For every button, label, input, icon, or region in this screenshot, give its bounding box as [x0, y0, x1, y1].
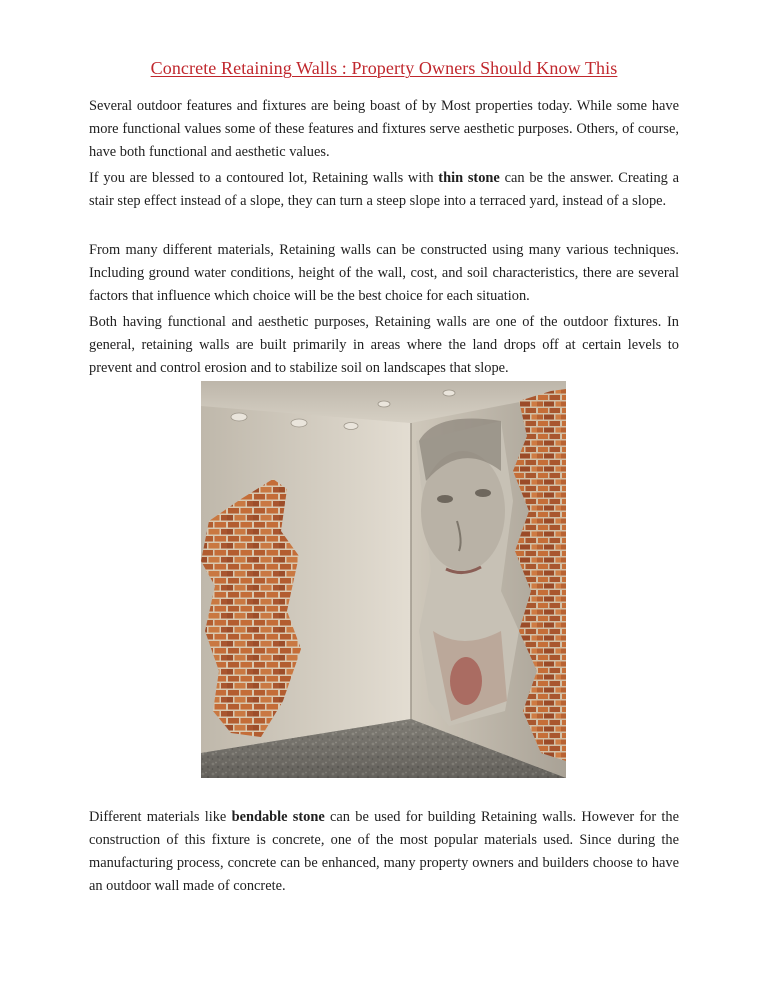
thin-stone-bold: thin stone — [438, 170, 500, 186]
paragraph-3-text: From many different materials, Retaining walls can be constructed using many various techniques. Including ground water conditions, height of the wall, cost, and soil characteristics, there are several factors that influence which choice will be the best choice for each situation. — [89, 242, 679, 304]
paragraph-5 — [89, 806, 679, 898]
paragraph-2-text: If you are blessed to a contoured lot, Retaining walls with — [89, 170, 439, 186]
bendable-stone-bold: bendable stone — [231, 809, 325, 825]
paragraph-4 — [89, 311, 679, 380]
paragraph-5-text-after: can be used for building Retaining walls. However for the construction of this fixture is concrete, one of the most popular materials used. Since during the manufacturing process, concrete can be enhanced, many property owners and builders choose to have an outdoor wall made of concrete. — [89, 809, 679, 894]
paragraph-2-text-after: can be the answer. Creating a stair step effect instead of a slope, they can turn a steep slope into a terraced yard, instead of a slope. — [89, 170, 680, 209]
retaining-wall-photo — [201, 381, 566, 778]
paragraph-5-text: Different materials like — [89, 809, 232, 825]
document-title: Concrete Retaining Walls : Property Owners Should Know This — [150, 58, 618, 78]
paragraph-2 — [89, 167, 679, 213]
paragraph-4-text: Both having functional and aesthetic purposes, Retaining walls are one of the outdoor fixtures. In general, retaining walls are built primarily in areas where the land drops off at certain levels to prevent and control erosion and to stabilize soil on landscapes that slope. — [89, 314, 679, 376]
paragraph-3 — [89, 239, 679, 308]
paragraph-1-text: Several outdoor features and fixtures are being boast of by Most properties today. While some have more functional values some of these features and fixtures serve aesthetic purposes. Others, of course, have both functional and aesthetic values. — [89, 98, 679, 160]
paragraph-1 — [89, 95, 679, 164]
